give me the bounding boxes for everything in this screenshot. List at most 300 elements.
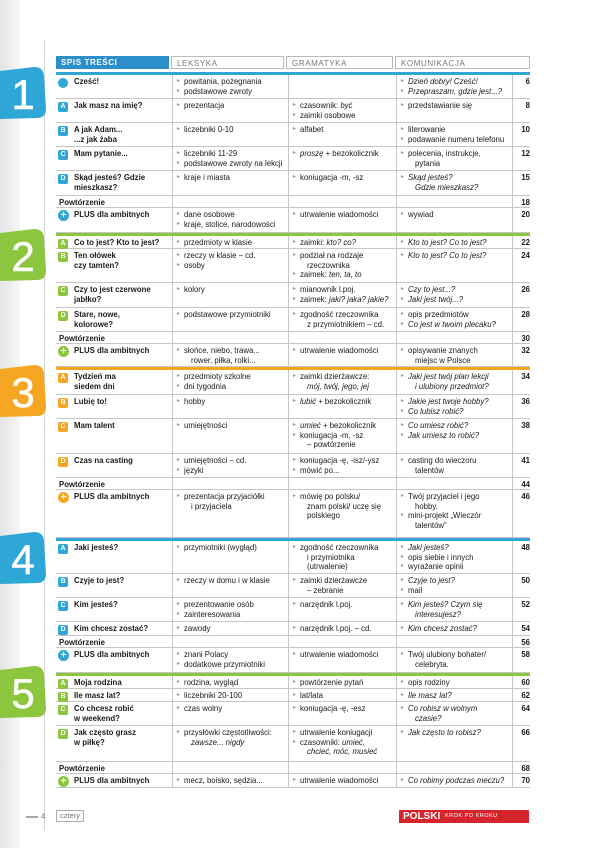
cell-line (293, 553, 392, 563)
toc-row (56, 478, 530, 490)
lesson-title (56, 454, 168, 477)
page-ref: 41 (512, 454, 530, 477)
cell-line (293, 310, 392, 320)
cell-komunikacja (396, 726, 512, 761)
cell-text: Jak często to robisz? (408, 728, 481, 737)
col-header-gramatyka: GRAMATYKA (286, 56, 393, 69)
cell-komunikacja (396, 99, 512, 122)
toc-row (56, 283, 530, 308)
cell-text: Czy to jest...? (408, 285, 456, 294)
cell-text: zaimek: (300, 294, 330, 304)
cell-line (401, 776, 512, 786)
cell-line (177, 101, 284, 111)
lesson-badge: A (58, 679, 68, 689)
cell-text: dni tygodnia (184, 381, 227, 391)
cell-leksyka (172, 636, 284, 647)
lesson-title (56, 147, 168, 170)
cell-line (293, 149, 392, 159)
cell-line (401, 586, 512, 596)
toc-row (56, 208, 530, 233)
cell-text: Co robimy podczas meczu? (408, 776, 505, 785)
cell-text: umieć (300, 421, 321, 430)
intro-dot (58, 78, 68, 88)
cell-leksyka (172, 196, 284, 207)
cell-gramatyka (288, 454, 392, 477)
cell-line (177, 251, 284, 261)
cell-line (293, 440, 392, 450)
lesson-badge: D (58, 457, 68, 467)
lesson-title (56, 344, 168, 366)
cell-line (177, 678, 284, 688)
cell-text: mówię po polsku/ (300, 492, 361, 501)
lesson-title (56, 332, 168, 343)
cell-text: słońce, niebo, trawa... (184, 346, 260, 355)
unit-tab (0, 67, 46, 119)
cell-gramatyka (288, 774, 392, 787)
lesson-title (56, 419, 168, 453)
cell-line (177, 502, 284, 512)
cell-komunikacja (396, 541, 512, 573)
cell-line (293, 747, 392, 757)
cell-text: prezentacja przyjaciółki (184, 492, 265, 501)
col-header-leksyka: LEKSYKA (171, 56, 284, 69)
cell-text: kolory (184, 285, 205, 294)
cell-text: znani Polacy (184, 650, 229, 659)
cell-line (177, 492, 284, 502)
cell-gramatyka (288, 249, 392, 282)
toc-row (56, 99, 530, 123)
lesson-title (56, 574, 168, 597)
plus-icon: + (58, 210, 69, 221)
cell-text: Jakie jest twoje hobby? (408, 397, 489, 406)
page-ref: 6 (512, 75, 530, 98)
cell-leksyka (172, 689, 284, 701)
cell-text: i ulubiony przedmiot? (415, 381, 489, 391)
cell-line (401, 576, 512, 586)
lesson-title-line: Kim jesteś? (74, 600, 118, 609)
cell-line (177, 397, 284, 407)
cell-line (401, 310, 512, 320)
cell-text: dodatkowe przymiotniki (184, 659, 266, 669)
cell-leksyka (172, 249, 284, 282)
cell-text: Co robisz w wolnym (408, 704, 478, 713)
cell-line (401, 704, 512, 714)
cell-line (401, 183, 512, 193)
cell-text: Jaki jest twój...? (408, 294, 464, 304)
cell-text: czasie? (415, 713, 442, 723)
page-ref: 28 (512, 308, 530, 331)
cell-text: kraje i miasta (184, 173, 230, 182)
cell-text-extra: + bezokolicznik (316, 397, 372, 406)
cell-line (293, 704, 392, 714)
lesson-badge: D (58, 311, 68, 321)
cell-line (177, 356, 284, 366)
cell-leksyka (172, 676, 284, 688)
toc-row (56, 308, 530, 332)
cell-line (293, 295, 392, 305)
cell-gramatyka (288, 308, 392, 331)
cell-komunikacja (396, 676, 512, 688)
page-ref: 54 (512, 622, 530, 635)
page-ref: 48 (512, 541, 530, 573)
unit-tab (0, 229, 46, 281)
logo-main: POLSKI (403, 811, 441, 822)
cell-line (401, 521, 512, 531)
cell-text: mój, twój, jego, jej (307, 381, 369, 391)
cell-text: osoby (184, 260, 205, 270)
lesson-badge: B (58, 252, 68, 262)
cell-text: czasownik: (300, 101, 341, 110)
toc-row (56, 454, 530, 478)
cell-line (293, 576, 392, 586)
lesson-title-line: PLUS dla ambitnych (74, 492, 150, 501)
cell-komunikacja (396, 147, 512, 170)
page-ref: 64 (512, 702, 530, 725)
lesson-title-line: Jaki jesteś? (74, 543, 119, 552)
lesson-title-line: w piłkę? (74, 737, 105, 747)
cell-line (293, 502, 392, 512)
cell-komunikacja (396, 75, 512, 98)
page-ref: 52 (512, 598, 530, 621)
cell-text: rzeczownika (307, 260, 350, 270)
page-ref: 66 (512, 726, 530, 761)
cell-gramatyka (288, 622, 392, 635)
lesson-title (56, 478, 168, 489)
lesson-title-line: Powtórzenie (59, 334, 105, 343)
toc-row (56, 490, 530, 538)
lesson-title-line: czy tamten? (74, 260, 120, 270)
cell-text: casting do wieczoru (408, 456, 477, 465)
cell-text: opis przedmiotów (408, 310, 469, 319)
cell-text: podstawowe przymiotniki (184, 310, 271, 319)
lesson-title (56, 249, 168, 282)
cell-text-extra: ten, ta, to (329, 270, 362, 280)
lesson-title-line: Skąd jesteś? Gdzie (74, 173, 146, 182)
lesson-title-line: A jak Adam... (74, 125, 123, 134)
cell-line (177, 600, 284, 610)
cell-text: czas wolny (184, 704, 223, 713)
cell-text: opis rodziny (408, 678, 450, 687)
cell-line (293, 238, 392, 248)
toc-row (56, 622, 530, 636)
lesson-title (56, 196, 168, 207)
cell-text: zaimki dzierżawcze (300, 576, 368, 585)
cell-text: zaimek: (300, 270, 330, 280)
cell-text: powtórzenie pytań (300, 678, 364, 687)
cell-gramatyka (288, 370, 392, 394)
cell-text: zaimki osobowe (300, 110, 356, 120)
toc-row (56, 196, 530, 208)
cell-text: proszę (300, 149, 324, 158)
unit-number: 3 (11, 369, 35, 416)
cell-gramatyka (288, 689, 392, 701)
cell-text: celebryta. (415, 659, 449, 669)
cell-text: mianownik l.poj. (300, 285, 356, 294)
lesson-badge: A (58, 239, 68, 249)
cell-text: Jaki jesteś? (408, 543, 449, 552)
cell-komunikacja (396, 774, 512, 787)
cell-line (177, 372, 284, 382)
page-ref: 8 (512, 99, 530, 122)
cell-gramatyka (288, 541, 392, 573)
cell-line (293, 382, 392, 392)
page-ref: 56 (512, 636, 530, 647)
cell-line (401, 714, 512, 724)
cell-text: polecenia, instrukcje, (408, 149, 481, 158)
cell-line (177, 660, 284, 670)
lesson-title-line: Stare, nowe, (74, 310, 120, 319)
cell-line (177, 576, 284, 586)
toc-row (56, 75, 530, 99)
cell-line (401, 511, 512, 521)
toc-row (56, 236, 530, 249)
cell-text: koniugacja -ę, -esz (300, 704, 366, 713)
cell-line (401, 600, 512, 610)
toc-row (56, 726, 530, 762)
lesson-title-line: siedem dni (74, 381, 115, 391)
cell-line (293, 251, 392, 261)
page-ref: 38 (512, 419, 530, 453)
page-ref: 44 (512, 478, 530, 489)
cell-text: utrwalenie wiadomości (300, 346, 379, 355)
lesson-title-line: PLUS dla ambitnych (74, 210, 150, 219)
cell-text: – zebranie (307, 585, 344, 595)
cell-komunikacja (396, 648, 512, 672)
cell-line (401, 173, 512, 183)
page-ref: 62 (512, 689, 530, 701)
cell-line (177, 421, 284, 431)
cell-text: zaimki: (300, 238, 327, 247)
cell-text: zawsze... nigdy (191, 737, 245, 747)
page-ref: 18 (512, 196, 530, 207)
cell-line (401, 678, 512, 688)
unit-tab (0, 365, 46, 417)
cell-gramatyka (288, 395, 392, 418)
binder-strip (0, 0, 20, 848)
toc-row (56, 541, 530, 574)
cell-leksyka (172, 208, 284, 232)
cell-text: pytania (415, 158, 441, 168)
cell-line (293, 431, 392, 441)
cell-gramatyka (288, 762, 392, 773)
cell-text: Jaki jest twój plan lekcji (408, 372, 489, 381)
cell-line (293, 738, 392, 748)
cell-line (401, 320, 512, 330)
cell-gramatyka (288, 636, 392, 647)
cell-komunikacja (396, 598, 512, 621)
cell-line (401, 466, 512, 476)
cell-line (177, 220, 284, 230)
cell-text: zaimki dzierżawcze: (300, 372, 370, 381)
lesson-title-line: w weekend? (74, 713, 120, 723)
cell-line (293, 346, 392, 356)
cell-leksyka (172, 308, 284, 331)
lesson-badge: D (58, 174, 68, 184)
page-ref: 34 (512, 370, 530, 394)
cell-text: koniugacja -ę, -isz/-ysz (300, 456, 380, 465)
cell-line (293, 261, 392, 271)
cell-komunikacja (396, 490, 512, 537)
cell-leksyka (172, 332, 284, 343)
cell-gramatyka (288, 726, 392, 761)
lesson-title (56, 636, 168, 647)
lesson-title-line: Co chcesz robić (74, 704, 134, 713)
cell-line (401, 543, 512, 553)
cell-gramatyka (288, 478, 392, 489)
cell-text: – powtórzenie (307, 440, 356, 450)
cell-line (293, 678, 392, 688)
cell-text: polskiego (307, 511, 340, 521)
lesson-title (56, 490, 168, 537)
lesson-title-line: Moja rodzina (74, 678, 122, 687)
cell-text: Twój przyjaciel i jego (408, 492, 480, 501)
lesson-title (56, 774, 168, 787)
cell-gramatyka (288, 171, 392, 195)
page-ref: 15 (512, 171, 530, 195)
cell-text: koniugacja -m, -sz (300, 173, 364, 182)
page-ref: 20 (512, 208, 530, 232)
cell-line (293, 372, 392, 382)
lesson-title-line: Czy to jest czerwone (74, 285, 151, 294)
toc-title: SPIS TREŚCI (56, 56, 169, 69)
plus-icon: + (58, 776, 69, 787)
unit-number: 2 (11, 233, 35, 280)
toc-row (56, 648, 530, 673)
cell-text: podawanie numeru telefonu (408, 134, 505, 144)
cell-komunikacja (396, 208, 512, 232)
cell-text: mini-projekt „Wieczór (408, 511, 482, 521)
cell-line (293, 562, 392, 572)
cell-komunikacja (396, 689, 512, 701)
col-header-komunikacja: KOMUNIKACJA (395, 56, 530, 69)
table-header (56, 56, 530, 69)
cell-line (401, 356, 512, 366)
cell-text: dane osobowe (184, 210, 235, 219)
cell-text: prezentacja (184, 101, 225, 110)
cell-text: Twój ulubiony bohater/ (408, 650, 487, 659)
page-ref: 12 (512, 147, 530, 170)
cell-line (293, 210, 392, 220)
lesson-title-line: Lubię to! (74, 397, 107, 406)
unit-number: 1 (11, 71, 35, 118)
cell-text: interesujesz? (415, 609, 461, 619)
cell-gramatyka (288, 283, 392, 307)
cell-line (293, 456, 392, 466)
cell-text: Kto to jest? Co to jest? (408, 238, 487, 247)
cell-line (177, 776, 284, 786)
cell-text: lat/lata (300, 691, 323, 700)
lesson-title-line: PLUS dla ambitnych (74, 346, 150, 355)
lesson-badge: B (58, 692, 68, 702)
cell-text: mecz, boisko, sędzia... (184, 776, 263, 785)
cell-line (177, 728, 284, 738)
cell-komunikacja (396, 762, 512, 773)
cell-text: Kto to jest? Co to jest? (408, 251, 487, 260)
cell-text: (utrwalenie) (307, 562, 348, 572)
lesson-title (56, 762, 168, 773)
toc-row (56, 419, 530, 454)
cell-leksyka (172, 419, 284, 453)
cell-gramatyka (288, 676, 392, 688)
lesson-title-line: PLUS dla ambitnych (74, 776, 150, 785)
cell-text: wywiad (408, 210, 434, 219)
lesson-title-line: Powtórzenie (59, 198, 105, 207)
toc-row (56, 702, 530, 726)
cell-line (401, 159, 512, 169)
lesson-title-line: Ile masz lat? (74, 691, 121, 700)
cell-line (293, 600, 392, 610)
cell-leksyka (172, 147, 284, 170)
cell-text: Skąd jesteś? (408, 173, 453, 182)
cell-text: prezentowanie osób (184, 600, 254, 609)
toc-row (56, 574, 530, 598)
lesson-title-line: mieszkasz? (74, 182, 118, 192)
lesson-title-line: kolorowe? (74, 319, 113, 329)
cell-line (177, 310, 284, 320)
cell-gramatyka (288, 574, 392, 597)
cell-line (401, 660, 512, 670)
cell-text: z przymiotnikiem – cd. (307, 319, 385, 329)
cell-line (401, 407, 512, 417)
lesson-title (56, 308, 168, 331)
cell-komunikacja (396, 123, 512, 146)
cell-line (177, 149, 284, 159)
cell-text: i przyjaciela (191, 501, 232, 511)
cell-text: zawody (184, 624, 211, 633)
cell-leksyka (172, 395, 284, 418)
lesson-badge: A (58, 373, 68, 383)
cell-line (401, 210, 512, 220)
cell-line (401, 238, 512, 248)
page-ref: 50 (512, 574, 530, 597)
cell-text: Czyje to jest? (408, 576, 455, 585)
lesson-title-line: jabłko? (74, 294, 102, 304)
cell-line (293, 421, 392, 431)
cell-text: Kim chcesz zostać? (408, 624, 477, 633)
lesson-title-line: Czas na casting (74, 456, 133, 465)
page-ref: 30 (512, 332, 530, 343)
cell-gramatyka (288, 99, 392, 122)
cell-line (401, 101, 512, 111)
page-number-digit: 4 (41, 812, 46, 821)
cell-leksyka (172, 99, 284, 122)
cell-line (177, 650, 284, 660)
cell-leksyka (172, 598, 284, 621)
cell-text: rzeczy w domu i w klasie (184, 576, 270, 585)
cell-gramatyka (288, 344, 392, 366)
cell-line (293, 492, 392, 502)
page-ref: 68 (512, 762, 530, 773)
cell-line (401, 295, 512, 305)
cell-line (177, 285, 284, 295)
lesson-title (56, 395, 168, 418)
page-ref: 46 (512, 490, 530, 537)
plus-icon: + (58, 650, 69, 661)
lesson-badge: D (58, 625, 68, 635)
lesson-title (56, 541, 168, 573)
cell-line (401, 691, 512, 701)
cell-text: liczebniki 20-100 (184, 691, 243, 700)
cell-text-extra: umieć, (342, 737, 365, 747)
lesson-title (56, 598, 168, 621)
cell-line (293, 586, 392, 596)
toc-row (56, 762, 530, 774)
cell-line (293, 776, 392, 786)
cell-leksyka (172, 622, 284, 635)
cell-text: talentów” (415, 520, 447, 530)
cell-line (293, 101, 392, 111)
cell-line (401, 421, 512, 431)
